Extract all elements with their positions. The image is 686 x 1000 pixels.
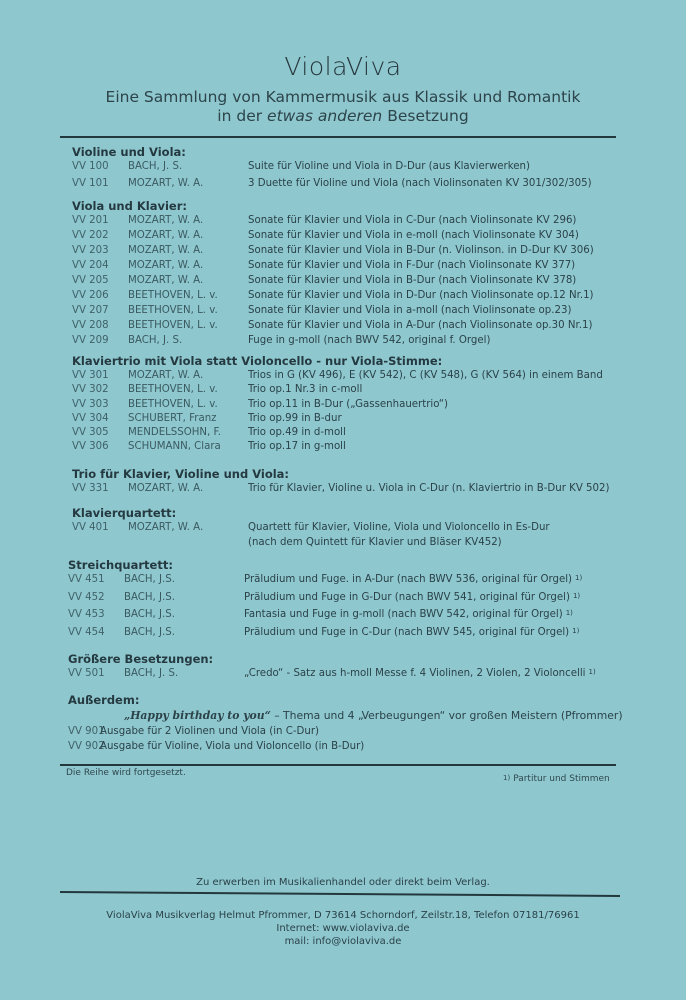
composer-name	[128, 427, 221, 438]
catalog-code	[72, 230, 109, 241]
composer-name-text: BEETHOVEN, L. v.	[128, 384, 218, 396]
work-title-text: Trio op.1 Nr.3 in c-moll	[248, 384, 363, 396]
composer-name-text: MOZART, W. A.	[128, 215, 204, 226]
composer-name	[128, 215, 203, 226]
catalog-row	[72, 522, 632, 537]
happy-birthday-title: „Happy birthday to you“	[124, 709, 271, 722]
catalog-code-text: VV 208	[72, 320, 109, 331]
work-title	[248, 427, 346, 438]
composer-name-text: BACH, J.S.	[124, 574, 175, 585]
work-title-text: Präludium und Fuge in G-Dur (nach BWV 541, original für Orgel)	[244, 591, 570, 603]
section-heading: Viola und Klavier:	[72, 199, 187, 213]
section-heading: Größere Besetzungen:	[68, 652, 214, 666]
work-title-text: Trio op.49 in d-moll	[248, 427, 346, 439]
composer-name-text: BACH, J.S.	[124, 626, 175, 638]
catalog-code: VV 902	[68, 741, 105, 752]
composer-name-text: BACH, J. S.	[124, 668, 179, 679]
footnote-mark: 1)	[572, 626, 580, 635]
work-title	[248, 413, 342, 424]
catalog-row	[72, 215, 632, 230]
catalog-code	[72, 178, 109, 189]
catalog-row	[72, 399, 632, 413]
catalog-row	[72, 178, 632, 195]
work-title-text: Fantasia und Fuge in g-moll (nach BWV 542, original für Orgel)	[244, 609, 563, 620]
catalog-code-text: VV 209	[72, 335, 109, 346]
composer-name-text: BEETHOVEN, L. v.	[128, 398, 218, 410]
catalog-row	[68, 627, 628, 645]
catalog-code	[72, 413, 109, 424]
composer-name-text: BACH, J.S.	[124, 609, 175, 620]
composer-name-text: BACH, J. S.	[128, 335, 183, 346]
email-link[interactable]: mail: info@violaviva.de	[284, 936, 402, 947]
catalog-code	[68, 592, 105, 603]
composer-name	[128, 245, 203, 256]
section-ausserdem	[68, 693, 628, 756]
composer-name	[124, 668, 178, 679]
work-title-text: Quartett für Klavier, Violine, Viola und Violoncello in Es-Dur	[248, 522, 550, 533]
work-title-text: Trios in G (KV 496), E (KV 542), C (KV 548), G (KV 564) in einem Band	[248, 370, 603, 381]
catalog-code-text: VV 331	[72, 483, 109, 494]
composer-name	[128, 335, 182, 346]
work-title	[244, 592, 580, 603]
composer-name-text: MOZART, W. A.	[128, 483, 204, 494]
catalog-code-text: VV 451	[68, 574, 105, 585]
catalog-row	[72, 161, 632, 178]
catalog-row	[72, 384, 632, 398]
catalog-code-text: VV 204	[72, 260, 109, 271]
work-title-text: Präludium und Fuge in C-Dur (nach BWV 545, original für Orgel)	[244, 626, 570, 638]
work-title: Ausgabe für 2 Violinen und Viola (in C-Dur)	[100, 726, 319, 737]
catalog-code-text: VV 205	[72, 275, 109, 286]
composer-name	[128, 370, 203, 381]
composer-name-text: BEETHOVEN, L. v.	[128, 320, 218, 331]
catalog-code-text: VV 454	[68, 626, 105, 638]
catalog-code-text: VV 401	[72, 522, 109, 533]
catalog-code	[68, 609, 105, 620]
section-heading: Klavierquartett:	[72, 506, 177, 520]
work-title	[248, 260, 575, 271]
footnote	[503, 774, 610, 784]
catalog-code-text: VV 303	[72, 398, 109, 410]
work-title-text: Sonate für Klavier und Viola in e-moll (nach Violinsonate KV 304)	[248, 230, 579, 241]
work-title	[248, 275, 576, 286]
work-title-text: Präludium und Fuge. in A-Dur (nach BWV 536, original für Orgel)	[244, 574, 573, 585]
header-divider	[60, 136, 616, 138]
subtitle-text: in der	[217, 107, 268, 125]
composer-name-text: MOZART, W. A.	[128, 275, 204, 286]
composer-name-text: MOZART, W. A.	[128, 245, 204, 256]
composer-name	[128, 161, 182, 172]
catalog-code-text: VV 304	[72, 412, 109, 424]
composer-name	[128, 522, 203, 533]
list-divider	[60, 764, 616, 766]
composer-name-text: MOZART, W. A.	[128, 522, 204, 533]
composer-name-text: SCHUMANN, Clara	[128, 441, 221, 453]
work-title-text: Sonate für Klavier und Viola in A-Dur (nach Violinsonate op.30 Nr.1)	[248, 320, 593, 331]
composer-name-text: BEETHOVEN, L. v.	[128, 290, 218, 301]
section-heading: Klaviertrio mit Viola statt Violoncello - nur Viola-Stimme:	[72, 354, 443, 368]
work-title	[248, 290, 594, 301]
work-title	[248, 370, 603, 381]
composer-name	[128, 275, 203, 286]
work-title	[124, 709, 623, 722]
composer-name	[128, 384, 218, 395]
work-title-text: „Credo“ - Satz aus h-moll Messe f. 4 Violinen, 2 Violen, 2 Violoncelli	[244, 668, 586, 679]
footnote-text: Partitur und Stimmen	[513, 774, 610, 784]
work-title-text: Sonate für Klavier und Viola in B-Dur (nach Violinsonate KV 378)	[248, 275, 577, 286]
page-title: ViolaViva	[284, 52, 402, 81]
catalog-code	[72, 215, 109, 226]
composer-name-text: MENDELSSOHN, F.	[128, 427, 221, 439]
work-title-text: Sonate für Klavier und Viola in D-Dur (nach Violinsonate op.12 Nr.1)	[248, 290, 594, 301]
purchase-note: Zu erwerben im Musikalienhandel oder direkt beim Verlag.	[196, 877, 490, 888]
publisher-address: ViolaViva Musikverlag Helmut Pfrommer, D 73614 Schorndorf, Zeilstr.18, Telefon 07181/76961	[106, 910, 580, 921]
section-heading: Violine und Viola:	[72, 145, 186, 159]
subtitle: Eine Sammlung von Kammermusik aus Klassik und Romantik	[105, 88, 581, 106]
footnote-mark: 1)	[588, 668, 596, 676]
work-title	[244, 609, 573, 620]
catalog-row	[68, 592, 628, 610]
list-item	[68, 709, 628, 726]
footnote-mark: 1)	[565, 609, 573, 617]
catalog-row	[72, 320, 632, 335]
composer-name-text: MOZART, W. A.	[128, 178, 204, 189]
composer-name	[128, 230, 203, 241]
section-klavierquartett	[72, 506, 632, 552]
composer-name-text: MOZART, W. A.	[128, 260, 204, 271]
catalog-code-text: VV 452	[68, 591, 105, 603]
section-groessere-besetzungen	[68, 652, 628, 683]
catalog-row	[72, 275, 632, 290]
list-item	[68, 726, 628, 741]
catalog-row	[72, 260, 632, 275]
composer-name	[124, 574, 175, 585]
work-title	[248, 215, 576, 226]
catalog-code	[68, 574, 105, 585]
composer-name	[128, 305, 218, 316]
work-title-text: Sonate für Klavier und Viola in F-Dur (nach Violinsonate KV 377)	[248, 260, 576, 271]
work-title	[248, 320, 592, 331]
catalog-code	[72, 335, 109, 346]
catalog-code	[72, 260, 109, 271]
composer-name-text: MOZART, W. A.	[128, 370, 204, 381]
work-title	[248, 483, 609, 494]
footnote-mark: 1)	[575, 574, 583, 582]
catalog-code-text: VV 306	[72, 441, 109, 453]
catalog-code	[72, 384, 109, 395]
composer-name	[128, 260, 203, 271]
catalog-code-text: VV 202	[72, 230, 109, 241]
catalog-code-text: VV 206	[72, 290, 109, 301]
catalog-row	[68, 574, 628, 592]
section-klaviertrio	[72, 354, 632, 456]
composer-name-text: BACH, J.S.	[124, 591, 175, 603]
catalog-code-text: VV 305	[72, 427, 109, 439]
section-trio	[72, 467, 632, 498]
catalog-code-text: VV 100	[72, 161, 109, 172]
section-violine-viola	[72, 145, 632, 195]
catalog-row	[72, 427, 632, 441]
catalog-row	[72, 335, 632, 350]
composer-name	[128, 320, 218, 331]
catalog-code	[68, 668, 105, 679]
catalog-code	[72, 399, 109, 410]
composer-name-text: BEETHOVEN, L. v.	[128, 305, 218, 316]
catalog-row	[68, 609, 628, 627]
work-title-text: 3 Duette für Violine und Viola (nach Violinsonaten KV 301/302/305)	[248, 178, 592, 189]
catalog-row	[72, 245, 632, 260]
work-description: – Thema und 4 „Verbeugungen“ vor großen Meistern (Pfrommer)	[270, 709, 623, 722]
work-title	[248, 178, 592, 189]
work-title-text: Trio op.99 in B-dur	[248, 412, 342, 424]
composer-name	[128, 413, 217, 424]
catalog-row	[68, 668, 628, 683]
work-title	[248, 441, 346, 452]
catalog-code	[72, 290, 109, 301]
catalog-row	[72, 370, 632, 384]
section-heading: Streichquartett:	[68, 558, 173, 572]
section-heading: Außerdem:	[68, 693, 140, 707]
catalog-code	[68, 627, 105, 638]
section-streichquartett	[68, 558, 628, 644]
composer-name	[128, 290, 218, 301]
work-title-text: (nach dem Quintett für Klavier und Bläser KV452)	[248, 537, 502, 548]
work-title: Ausgabe für Violine, Viola und Violoncello (in B-Dur)	[100, 741, 365, 752]
work-title	[244, 668, 596, 679]
catalog-row	[72, 483, 632, 498]
section-heading: Trio für Klavier, Violine und Viola:	[72, 467, 290, 481]
catalog-code: VV 901	[68, 726, 105, 737]
work-title	[248, 161, 530, 172]
catalog-code	[72, 370, 109, 381]
catalog-code-text: VV 301	[72, 370, 109, 381]
subtitle-emphasis: etwas anderen	[267, 107, 383, 125]
composer-name	[124, 627, 175, 638]
continued-note: Die Reihe wird fortgesetzt.	[66, 768, 186, 778]
list-item	[68, 741, 628, 756]
footer-divider	[60, 891, 620, 896]
work-title	[244, 574, 582, 585]
catalog-code-text: VV 203	[72, 245, 109, 256]
work-title-text: Sonate für Klavier und Viola in B-Dur (n. Violinson. in D-Dur KV 306)	[248, 245, 594, 256]
work-title	[248, 537, 502, 548]
composer-name-text: SCHUBERT, Franz	[128, 412, 217, 424]
catalog-row	[72, 230, 632, 245]
composer-name	[128, 178, 203, 189]
composer-name-text: MOZART, W. A.	[128, 230, 204, 241]
catalog-code	[72, 320, 109, 331]
catalog-code-text: VV 207	[72, 305, 109, 316]
work-title	[248, 245, 594, 256]
catalog-row	[72, 537, 632, 552]
composer-name	[128, 441, 221, 452]
subtitle-line2	[0, 107, 686, 125]
work-title-text: Sonate für Klavier und Viola in a-moll (nach Violinsonate op.23)	[248, 305, 572, 316]
internet-link[interactable]: Internet: www.violaviva.de	[276, 923, 410, 934]
catalog-code	[72, 161, 109, 172]
catalog-row	[72, 290, 632, 305]
composer-name-text: BACH, J. S.	[128, 161, 183, 172]
catalog-code	[72, 441, 109, 452]
catalog-code	[72, 305, 109, 316]
work-title	[248, 230, 579, 241]
catalog-code-text: VV 302	[72, 384, 109, 396]
work-title-text: Trio op.17 in g-moll	[248, 441, 346, 453]
composer-name	[124, 609, 175, 620]
work-title	[248, 522, 550, 533]
work-title-text: Suite für Violine und Viola in D-Dur (aus Klavierwerken)	[248, 161, 530, 172]
composer-name	[128, 399, 218, 410]
work-title-text: Fuge in g-moll (nach BWV 542, original f. Orgel)	[248, 335, 491, 346]
catalog-code	[72, 427, 109, 438]
composer-name	[124, 592, 175, 603]
catalog-row	[72, 413, 632, 427]
work-title-text: Trio für Klavier, Violine u. Viola in C-Dur (n. Klaviertrio in B-Dur KV 502)	[248, 483, 610, 494]
catalog-code	[72, 275, 109, 286]
footnote-mark: 1)	[572, 591, 581, 600]
work-title	[248, 399, 448, 410]
work-title	[248, 384, 362, 395]
work-title	[244, 627, 579, 638]
work-title-text: Trio op.11 in B-Dur („Gassenhauertrio“)	[248, 398, 449, 410]
composer-name	[128, 483, 203, 494]
catalog-code-text: VV 453	[68, 609, 105, 620]
catalog-row	[72, 305, 632, 320]
footnote-mark: 1)	[503, 774, 511, 782]
section-viola-klavier	[72, 199, 632, 350]
subtitle-text: Besetzung	[382, 107, 469, 125]
catalog-row	[72, 441, 632, 455]
catalog-code	[72, 245, 109, 256]
work-title	[248, 305, 571, 316]
catalog-code-text: VV 101	[72, 178, 109, 189]
work-title-text: Sonate für Klavier und Viola in C-Dur (nach Violinsonate KV 296)	[248, 215, 577, 226]
catalog-code	[72, 483, 109, 494]
work-title	[248, 335, 490, 346]
catalog-code	[72, 522, 109, 533]
catalog-code-text: VV 201	[72, 215, 109, 226]
catalog-code-text: VV 501	[68, 668, 105, 679]
